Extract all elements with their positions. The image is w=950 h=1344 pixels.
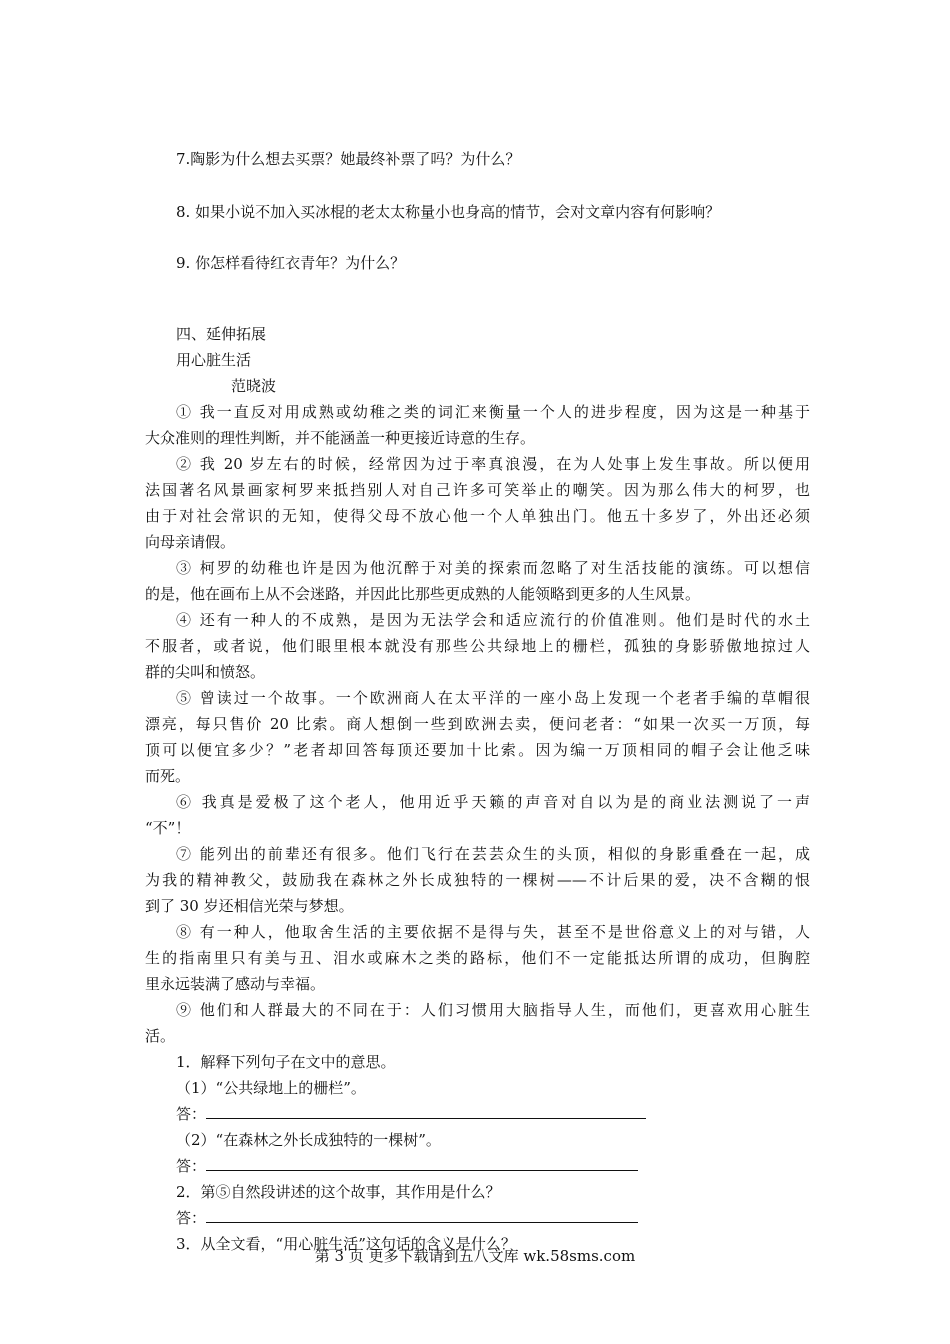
paragraph-7-line: 为我的精神教父，鼓励我在森林之外长成独特的一棵树——不计后果的爱，决不含糊的恨	[145, 871, 810, 889]
paragraph-5-line: 而死。	[145, 767, 191, 785]
answer-label: 答：	[176, 1209, 207, 1227]
answer-row	[145, 1101, 810, 1127]
paragraph-7-line: ⑦ 能列出的前辈还有很多。他们飞行在芸芸众生的头顶，相似的身影重叠在一起，成	[176, 845, 810, 863]
paragraph-3-line: ③ 柯罗的幼稚也许是因为他沉醉于对美的探索而忽略了对生活技能的演练。可以想信	[176, 559, 810, 577]
paragraph-7-line: 到了 30 岁还相信光荣与梦想。	[145, 897, 354, 915]
paragraph-1-line: ① 我一直反对用成熟或幼稚之类的词汇来衡量一个人的进步程度，因为这是一种基于	[176, 403, 810, 421]
paragraph-9-line: 活。	[145, 1027, 176, 1045]
answer-row	[145, 1153, 810, 1179]
paragraph-4-line: ④ 还有一种人的不成熟，是因为无法学会和适应流行的价值准则。他们是时代的水土	[176, 611, 810, 629]
paragraph-9-line: ⑨ 他们和人群最大的不同在于：人们习惯用大脑指导人生，而他们，更喜欢用心脏生	[176, 1001, 810, 1019]
exercise-3: 3．从全文看，“用心脏生活”这句话的含义是什么？	[176, 1235, 516, 1253]
paragraph-6-line: ⑥ 我真是爱极了这个老人，他用近乎天籁的声音对自以为是的商业法测说了一声	[176, 793, 810, 811]
question-7: 7.陶影为什么想去买票？她最终补票了吗？为什么？	[176, 150, 521, 168]
paragraph-1-line: 大众准则的理性判断，并不能涵盖一种更接近诗意的生存。	[145, 429, 536, 447]
paragraph-5-line: 漂亮，每只售价 20 比索。商人想倒一些到欧洲去卖，便问老者：“如果一次买一万顶，每	[145, 715, 810, 733]
answer-blank[interactable]	[206, 1153, 638, 1171]
paragraph-4-line: 群的尖叫和愤怒。	[145, 663, 266, 681]
answer-label: 答：	[176, 1105, 207, 1123]
article-author: 范晓波	[231, 377, 277, 395]
article-title: 用心脏生活	[176, 351, 252, 369]
paragraph-8-line: ⑧ 有一种人，他取舍生活的主要依据不是得与失，甚至不是世俗意义上的对与错，人	[176, 923, 810, 941]
reading-section	[145, 321, 810, 1257]
question-8: 8. 如果小说不加入买冰棍的老太太称量小也身高的情节，会对文章内容有何影响？	[176, 203, 721, 221]
exercise-1: 1．解释下列句子在文中的意思。	[176, 1053, 396, 1071]
answer-blank[interactable]	[206, 1101, 646, 1119]
exercise-1-sub-2: （2）“在森林之外长成独特的一棵树”。	[176, 1131, 441, 1149]
page-footer: 第 3 页 更多下载请到五八文库 wk.58sms.com	[314, 1247, 636, 1265]
question-9: 9. 你怎样看待红衣青年？为什么？	[176, 254, 406, 272]
paragraph-2-line: 法国著名风景画家柯罗来抵挡别人对自己许多可笑举止的嘲笑。因为那么伟大的柯罗，也	[145, 481, 810, 499]
answer-label: 答：	[176, 1157, 207, 1175]
paragraph-2-line: ② 我 20 岁左右的时候，经常因为过于率真浪漫，在为人处事上发生事故。所以便用	[176, 455, 810, 473]
paragraph-2-line: 由于对社会常识的无知，使得父母不放心他一个人单独出门。他五十多岁了，外出还必须	[145, 507, 810, 525]
answer-row	[145, 1205, 810, 1231]
section-heading: 四、延伸拓展	[176, 325, 267, 343]
answer-blank[interactable]	[206, 1205, 638, 1223]
paragraph-8-line: 生的指南里只有美与丑、泪水或麻木之类的路标，他们不一定能抵达所谓的成功，但胸腔	[145, 949, 810, 967]
paragraph-2-line: 向母亲请假。	[145, 533, 236, 551]
exercise-1-sub-1: （1）“公共绿地上的栅栏”。	[176, 1079, 366, 1097]
paragraph-5-line: 顶可以便宜多少？”老者却回答每顶还要加十比索。因为编一万顶相同的帽子会让他乏味	[145, 741, 810, 759]
paragraph-3-line: 的是，他在画布上从不会迷路，并因此比那些更成熟的人能领略到更多的人生风景。	[145, 585, 701, 603]
paragraph-5-line: ⑤ 曾读过一个故事。一个欧洲商人在太平洋的一座小岛上发现一个老者手编的草帽很	[176, 689, 810, 707]
paragraph-8-line: 里永远装满了感动与幸福。	[145, 975, 326, 993]
paragraph-6-line: “不”！	[145, 819, 191, 837]
paragraph-4-line: 不服者，或者说，他们眼里根本就没有那些公共绿地上的栅栏，孤独的身影骄傲地掠过人	[145, 637, 810, 655]
exercise-2: 2．第⑤自然段讲述的这个故事，其作用是什么？	[176, 1183, 501, 1201]
